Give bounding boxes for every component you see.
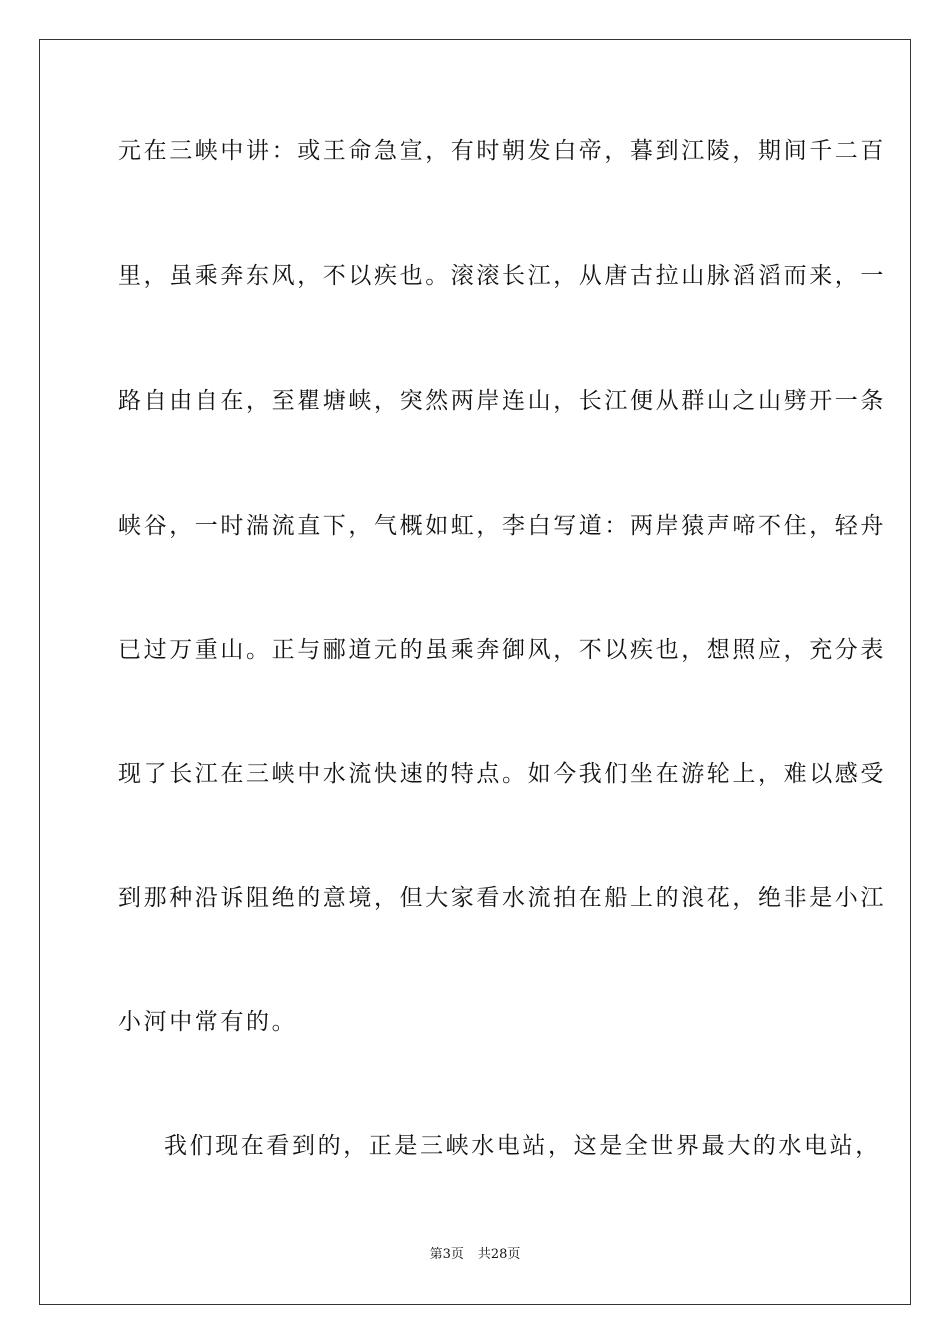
text-line: 已过万重山。正与郦道元的虽乘奔御风，不以疾也，想照应，充分表 — [118, 637, 886, 663]
page-total: 共28页 — [477, 1247, 521, 1262]
text-line: 路自由自在，至瞿塘峡，突然两岸连山，长江便从群山之山劈开一条 — [118, 388, 886, 414]
paragraph-start-line: 我们现在看到的，正是三峡水电站，这是全世界最大的水电站， — [164, 1133, 881, 1159]
text-line: 峡谷，一时湍流直下，气概如虹，李白写道：两岸猿声啼不住，轻舟 — [118, 513, 886, 539]
text-line: 现了长江在三峡中水流快速的特点。如今我们坐在游轮上，难以感受 — [118, 761, 886, 787]
page-footer — [0, 1246, 950, 1264]
text-line: 里，虽乘奔东风，不以疾也。滚滚长江，从唐古拉山脉滔滔而来，一 — [118, 263, 886, 289]
page-border — [39, 39, 911, 1305]
text-line: 到那种沿诉阻绝的意境，但大家看水流拍在船上的浪花，绝非是小江 — [118, 885, 886, 911]
page-number: 第3页 — [429, 1247, 464, 1262]
text-line: 小河中常有的。 — [118, 1009, 298, 1035]
text-line: 元在三峡中讲：或王命急宣，有时朝发白帝，暮到江陵，期间千二百 — [118, 138, 886, 164]
